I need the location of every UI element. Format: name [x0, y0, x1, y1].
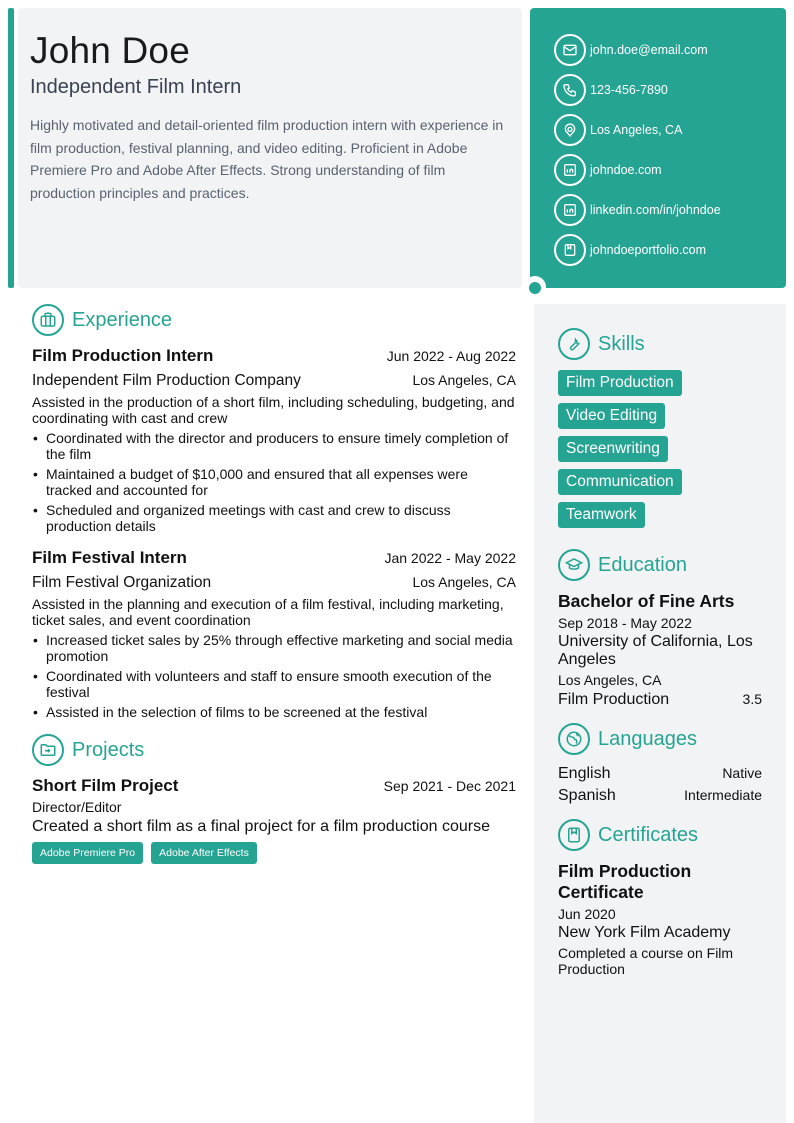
project-description: Created a short film as a final project for a film production course [32, 818, 490, 835]
header-panel [18, 8, 522, 288]
certificate-name: Film Production Certificate [558, 861, 692, 902]
projects-header [32, 734, 516, 766]
contact-website[interactable] [554, 150, 786, 190]
skill-tag: Video Editing [558, 403, 665, 429]
language-row [558, 787, 762, 805]
skills-title: Skills [598, 332, 645, 355]
education-item [558, 591, 762, 709]
contact-email-text: john.doe@email.com [590, 43, 708, 57]
summary: Highly motivated and detail-oriented film production intern with experience in film production, festival planning, and video editing. Proficient in Adobe Premiere Pro and Adobe After Effects. Strong understanding of film production principles and practices. [30, 117, 504, 201]
certificate-item [558, 861, 762, 977]
job-bullet: • Assisted in the selection of films to be screened at the festival [32, 704, 516, 720]
education-degree: Bachelor of Fine Arts [558, 591, 735, 611]
linkedin-icon [554, 154, 586, 186]
education-field: Film Production [558, 691, 670, 708]
project-role: Director/Editor [32, 799, 122, 815]
job-role: Film Festival Intern [32, 548, 187, 567]
contact-linkedin-text: linkedin.com/in/johndoe [590, 203, 721, 217]
briefcase-icon [32, 304, 64, 336]
contact-portfolio-text: johndoeportfolio.com [590, 243, 707, 257]
skill-tag: Teamwork [558, 502, 645, 528]
education-gpa: 3.5 [742, 691, 762, 707]
job-bullet: • Coordinated with volunteers and staff to ensure smooth execution of the festival [32, 668, 516, 700]
mail-icon [554, 34, 586, 66]
contact-location-text: Los Angeles, CA [590, 123, 683, 137]
language-row [558, 765, 762, 783]
job-bullet: • Scheduled and organized meetings with cast and crew to discuss production details [32, 502, 516, 534]
job-location: Los Angeles, CA [412, 574, 516, 590]
job-company: Independent Film Production Company [32, 372, 301, 389]
education-title: Education [598, 553, 687, 576]
sidebar [534, 304, 786, 1123]
map-pin-icon [554, 114, 586, 146]
folder-icon [32, 734, 64, 766]
contact-panel [530, 8, 786, 288]
linkedin-icon [554, 194, 586, 226]
job-bullets [32, 430, 516, 534]
project-tag: Adobe Premiere Pro [32, 842, 143, 864]
certificate-issuer: New York Film Academy [558, 924, 731, 941]
skill-tag: Film Production [558, 370, 682, 396]
job-role: Film Production Intern [32, 346, 214, 365]
education-school: University of California, Los Angeles [558, 633, 753, 668]
contact-linkedin[interactable] [554, 190, 786, 230]
main-column [32, 304, 516, 864]
timeline-dot [529, 282, 541, 294]
contact-phone[interactable] [554, 70, 786, 110]
project-item [32, 776, 516, 864]
header-accent-bar [8, 8, 14, 288]
job-description: Assisted in the production of a short film, including scheduling, budgeting, and coordinating with cast and crew [32, 394, 515, 426]
job-bullets [32, 632, 516, 720]
education-location: Los Angeles, CA [558, 672, 662, 688]
project-dates: Sep 2021 - Dec 2021 [383, 778, 516, 794]
project-name: Short Film Project [32, 776, 179, 795]
contact-location [554, 110, 786, 150]
portfolio-icon [554, 234, 586, 266]
education-dates: Sep 2018 - May 2022 [558, 615, 692, 631]
job-company: Film Festival Organization [32, 574, 212, 591]
candidate-title: Independent Film Intern [30, 76, 242, 98]
job-description: Assisted in the planning and execution of a film festival, including marketing, ticket sales, and event coordination [32, 596, 504, 628]
skills-header [558, 328, 762, 360]
job-dates: Jun 2022 - Aug 2022 [386, 348, 516, 364]
skill-tag: Communication [558, 469, 682, 495]
globe-icon [558, 723, 590, 755]
job-location: Los Angeles, CA [412, 372, 516, 388]
job-bullet: • Increased ticket sales by 25% through effective marketing and social media promotion [32, 632, 516, 664]
language-name: English [558, 765, 611, 782]
contact-phone-text: 123-456-7890 [590, 83, 668, 97]
skills-list [558, 370, 762, 535]
contact-website-text: johndoe.com [590, 163, 662, 177]
phone-icon [554, 74, 586, 106]
certificates-header [558, 819, 762, 851]
language-name: Spanish [558, 787, 616, 804]
languages-list [558, 765, 762, 805]
job-dates: Jan 2022 - May 2022 [384, 550, 516, 566]
language-level: Native [722, 765, 762, 781]
graduation-cap-icon [558, 549, 590, 581]
languages-header [558, 723, 762, 755]
experience-title: Experience [72, 308, 173, 331]
languages-title: Languages [598, 727, 697, 750]
experience-header [32, 304, 516, 336]
job-bullet: • Coordinated with the director and producers to ensure timely completion of the film [32, 430, 516, 462]
candidate-name: John Doe [30, 30, 190, 71]
certificate-icon [558, 819, 590, 851]
contact-portfolio[interactable] [554, 230, 786, 270]
certificates-title: Certificates [598, 823, 699, 846]
job-bullet: • Maintained a budget of $10,000 and ensured that all expenses were tracked and accounted for [32, 466, 516, 498]
certificate-description: Completed a course on Film Production [558, 945, 734, 977]
experience-item [32, 346, 516, 534]
education-header [558, 549, 762, 581]
wrench-icon [558, 328, 590, 360]
language-level: Intermediate [684, 787, 762, 803]
experience-item [32, 548, 516, 720]
project-tags [32, 842, 516, 864]
certificate-date: Jun 2020 [558, 906, 616, 922]
project-tag: Adobe After Effects [151, 842, 257, 864]
skill-tag: Screenwriting [558, 436, 668, 462]
projects-title: Projects [72, 738, 145, 761]
contact-email[interactable] [554, 30, 786, 70]
